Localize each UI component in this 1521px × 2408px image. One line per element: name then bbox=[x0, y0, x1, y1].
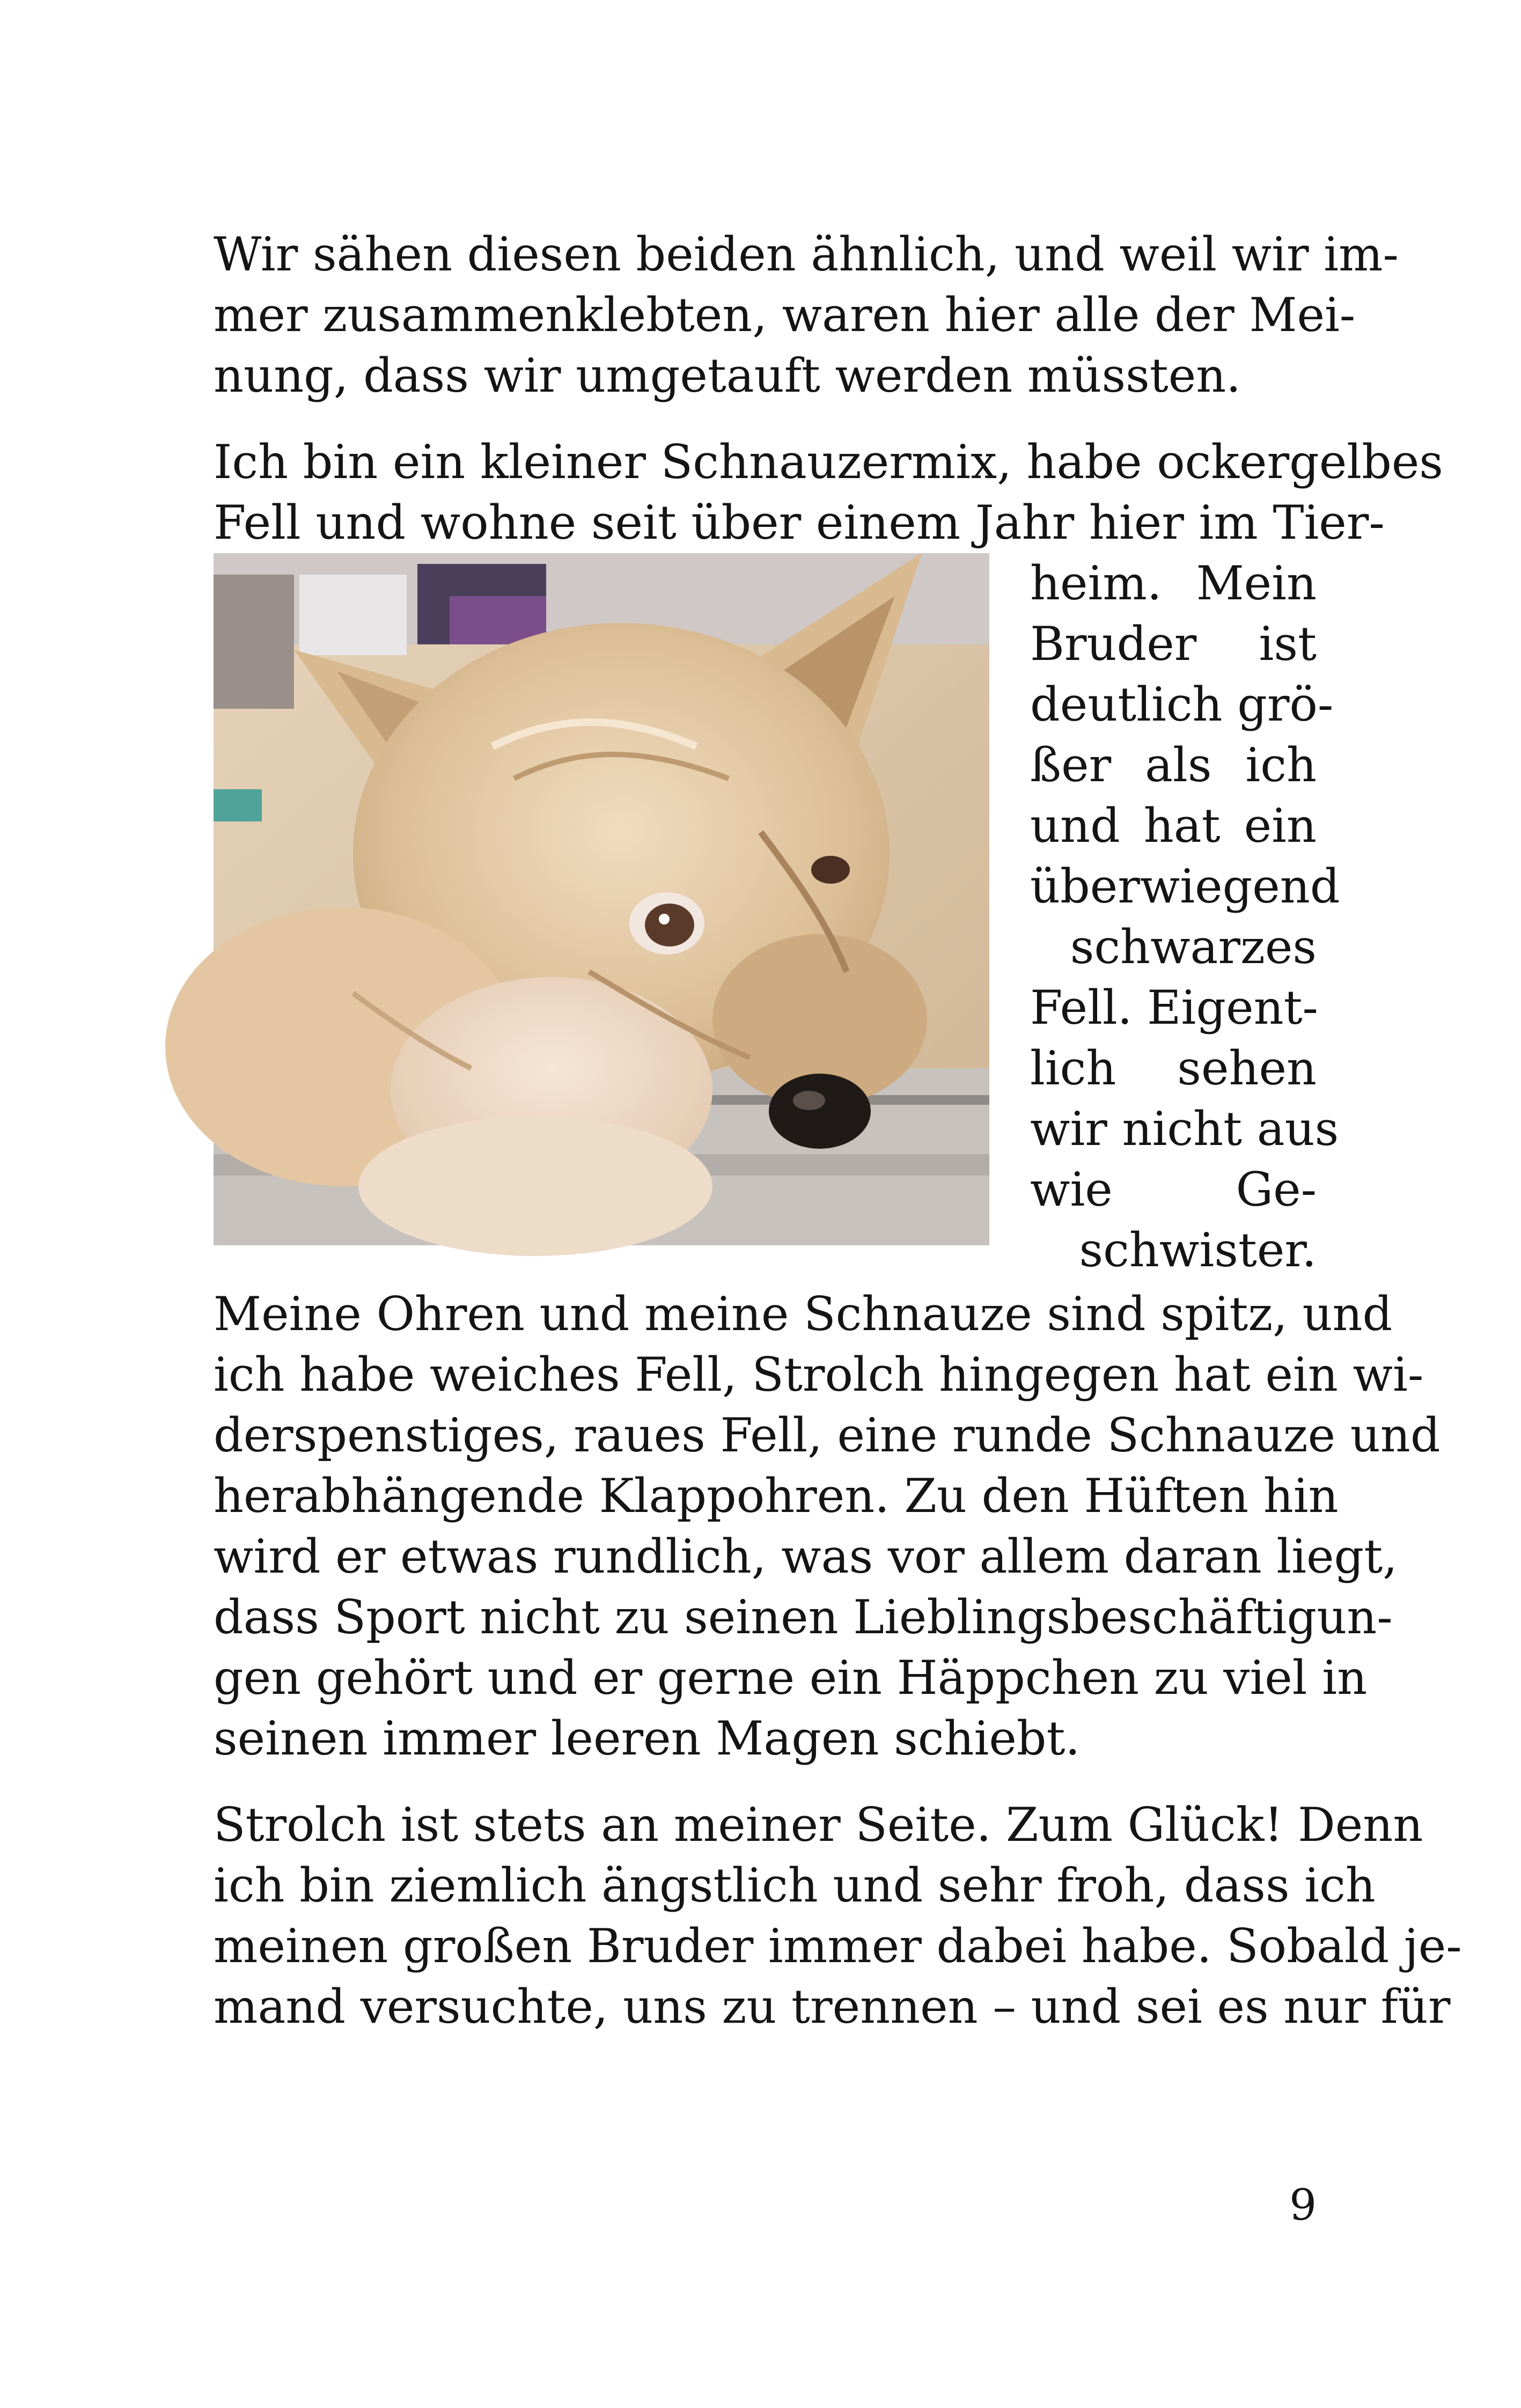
text-line: meinen großen Bruder immer dabei habe. Sobald je- bbox=[214, 1919, 1462, 1973]
text-line: gen gehört und er gerne ein Häppchen zu viel in bbox=[214, 1650, 1368, 1705]
text-line: seinen immer leeren Magen schiebt. bbox=[214, 1711, 1081, 1766]
paragraph-1 bbox=[214, 224, 1399, 406]
dog-photo bbox=[214, 553, 989, 1245]
text-line: ßer als ich bbox=[1030, 738, 1317, 792]
text-line: Meine Ohren und meine Schnauze sind spitz, und bbox=[214, 1287, 1393, 1341]
page-body bbox=[214, 224, 1462, 2037]
text-line: Ich bin ein kleiner Schnauzermix, habe ockergelbes bbox=[214, 435, 1443, 489]
text-line: nung, dass wir umgetauft werden müssten. bbox=[214, 348, 1241, 403]
text-line: mer zusammenklebten, waren hier alle der Mei- bbox=[214, 288, 1356, 342]
text-line: wie Ge- bbox=[1030, 1162, 1317, 1217]
text-line: ich bin ziemlich ängstlich und sehr froh, dass ich bbox=[214, 1858, 1376, 1913]
text-line: schwister. bbox=[1079, 1223, 1317, 1278]
text-line: Fell und wohne seit über einem Jahr hier im Tier- bbox=[214, 495, 1385, 550]
paragraph-3 bbox=[214, 1795, 1462, 2037]
text-line: deutlich grö- bbox=[1030, 677, 1334, 732]
text-line: überwiegend bbox=[1030, 859, 1340, 914]
text-line: wird er etwas rundlich, was vor allem daran liegt, bbox=[214, 1529, 1398, 1584]
text-line: Fell. Eigent- bbox=[1030, 980, 1318, 1035]
text-line: mand versuchte, uns zu trennen – und sei es nur für bbox=[214, 1979, 1451, 2034]
text-line: und hat ein bbox=[1030, 798, 1317, 853]
text-line: derspenstiges, raues Fell, eine runde Schnauze und bbox=[214, 1408, 1441, 1463]
text-line: heim. Mein bbox=[1030, 556, 1317, 611]
text-line: schwarzes bbox=[1070, 920, 1317, 974]
text-line: lich sehen bbox=[1030, 1041, 1317, 1096]
text-line: dass Sport nicht zu seinen Lieblingsbeschäftigun- bbox=[214, 1590, 1393, 1645]
page-number: 9 bbox=[1289, 2180, 1317, 2230]
text-line: Bruder ist bbox=[1030, 616, 1317, 671]
text-line: Strolch ist stets an meiner Seite. Zum Glück! Denn bbox=[214, 1797, 1423, 1852]
text-line: ich habe weiches Fell, Strolch hingegen hat ein wi- bbox=[214, 1347, 1424, 1402]
text-line: Wir sähen diesen beiden ähnlich, und weil wir im- bbox=[214, 227, 1399, 282]
figure-row bbox=[214, 553, 1340, 1284]
paragraph-2 bbox=[214, 432, 1443, 1769]
text-line: herabhängende Klappohren. Zu den Hüften hin bbox=[214, 1469, 1339, 1523]
text-line: wir nicht aus bbox=[1030, 1102, 1339, 1156]
wrap-text-column bbox=[1030, 553, 1340, 1281]
